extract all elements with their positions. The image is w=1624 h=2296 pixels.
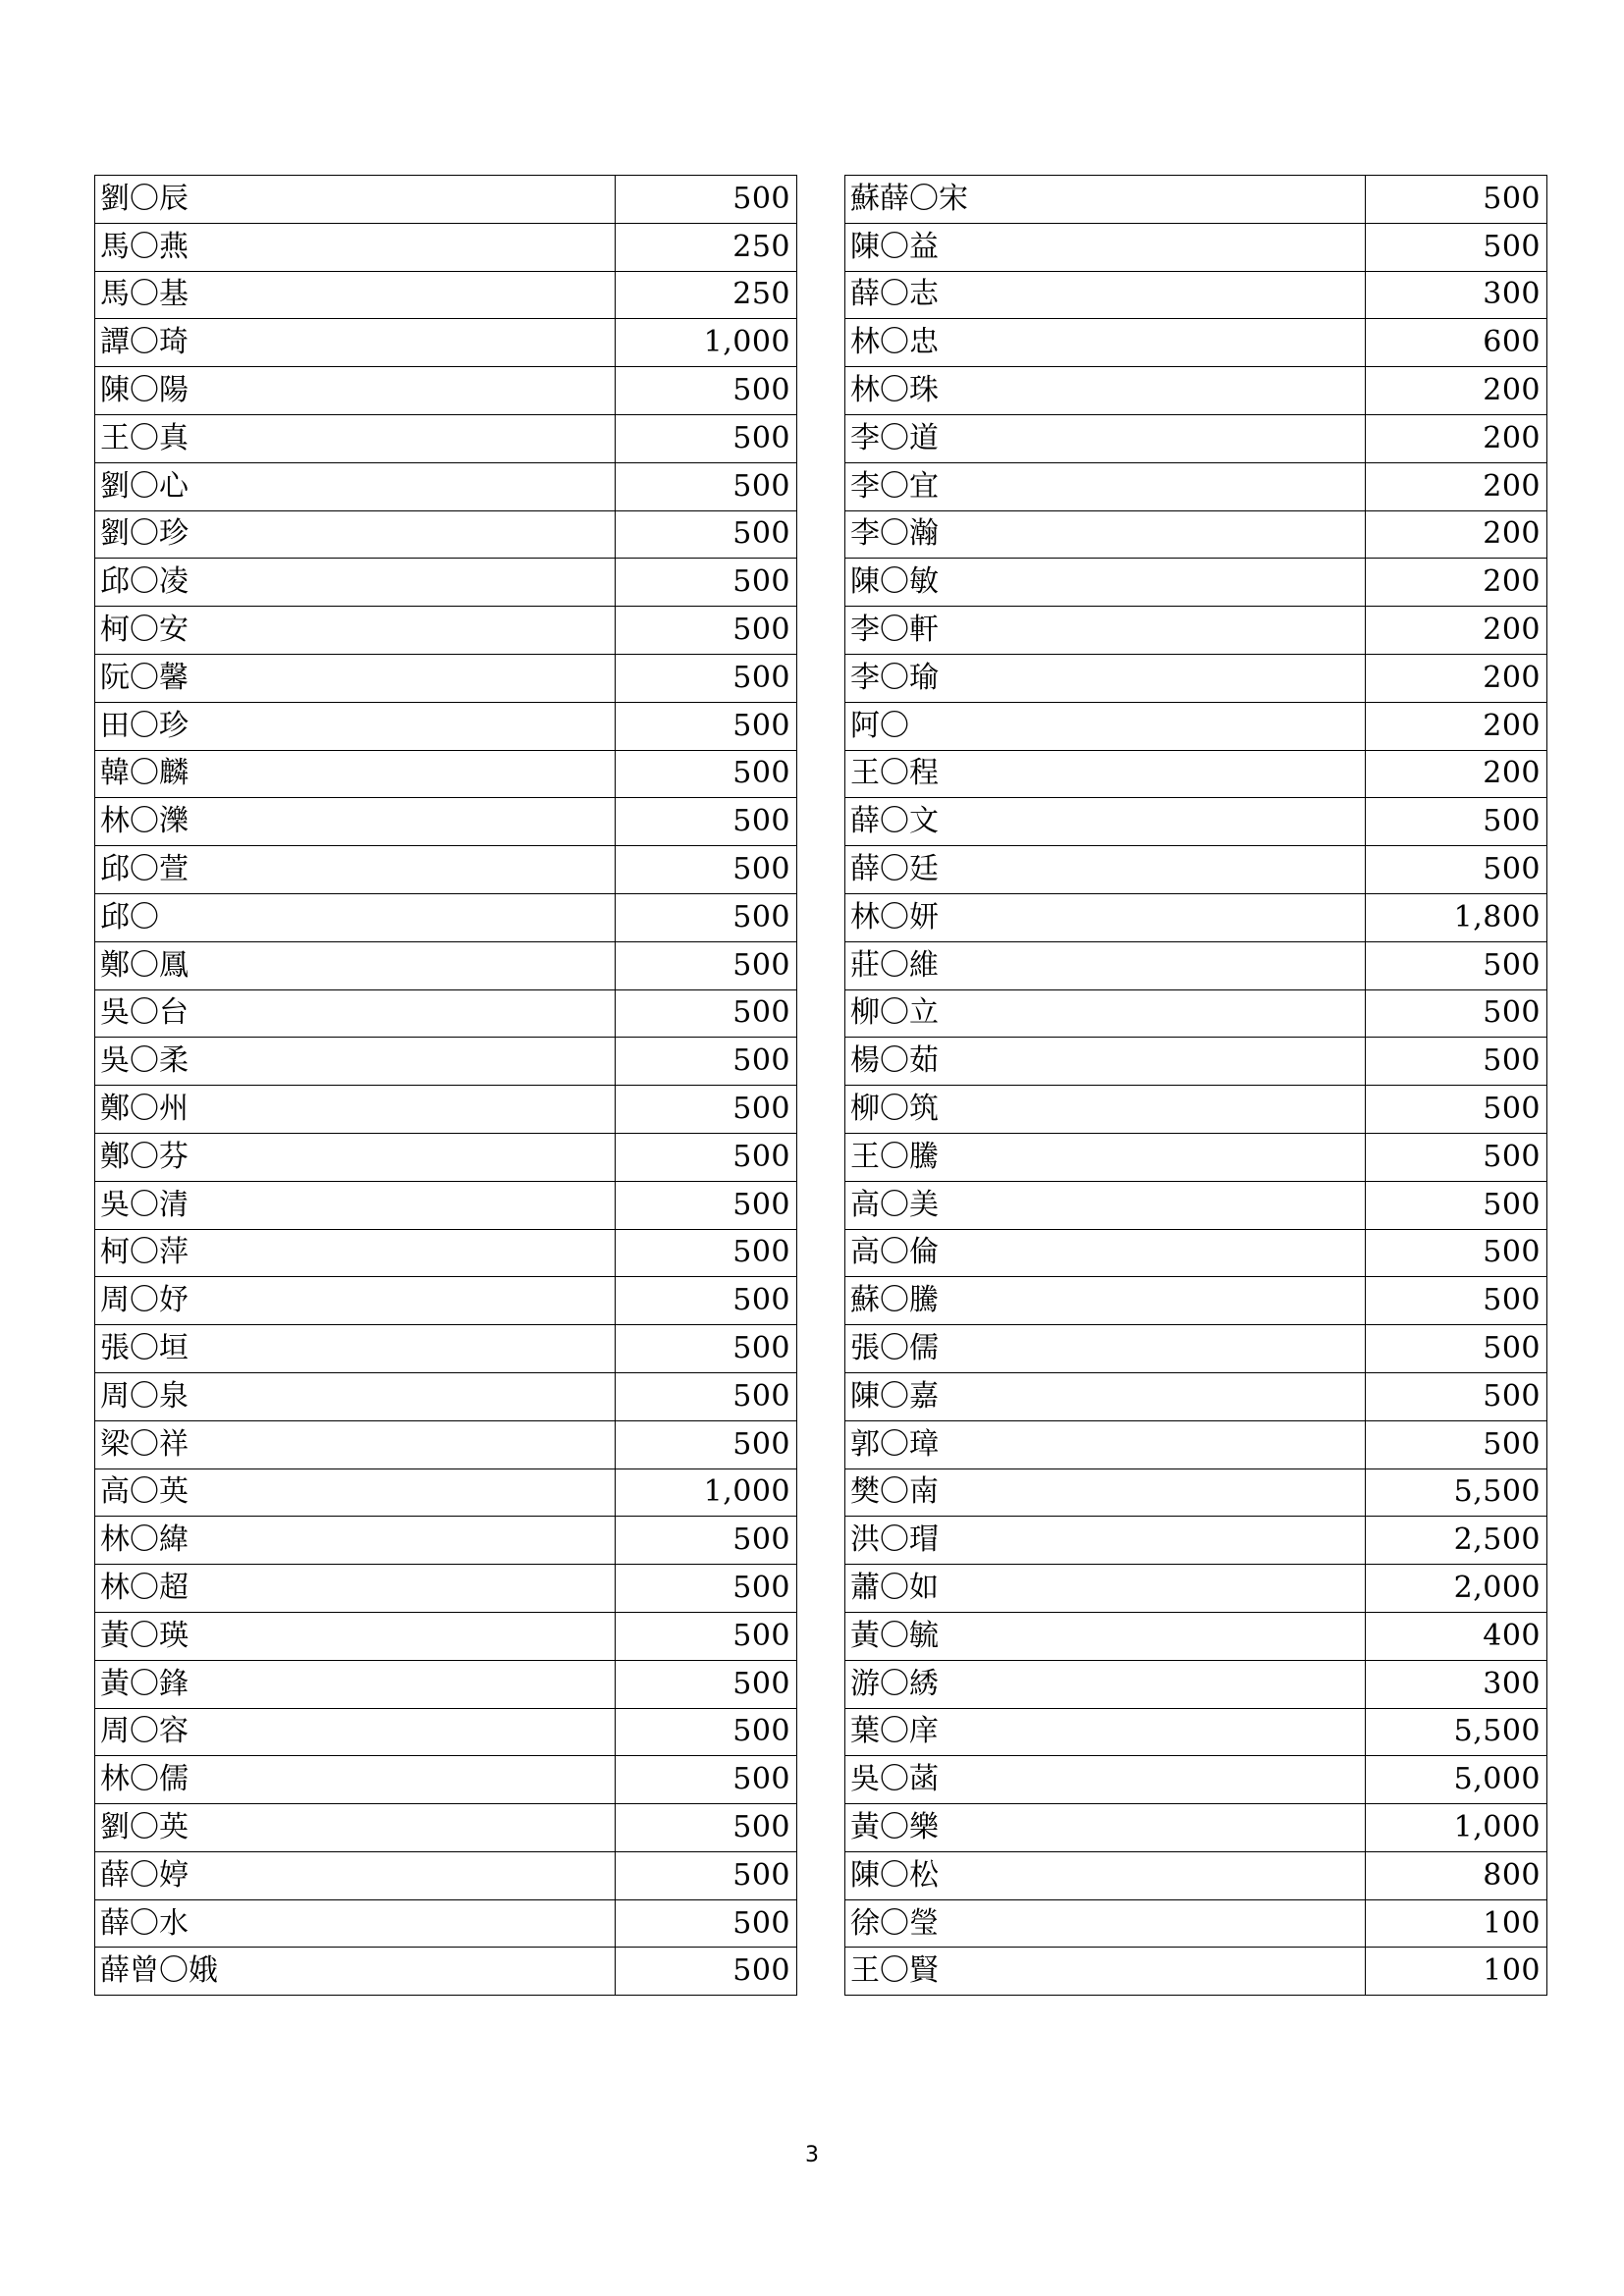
donor-name: 王〇賢 — [845, 1948, 1366, 1996]
table-row — [845, 1372, 1547, 1420]
table-row — [845, 1660, 1547, 1708]
table-row — [95, 1899, 797, 1948]
donation-amount: 500 — [1366, 1420, 1547, 1468]
donor-name: 譚〇琦 — [95, 319, 616, 367]
donation-amount: 500 — [1366, 989, 1547, 1038]
donor-name: 高〇英 — [95, 1468, 616, 1517]
donor-name: 鄭〇鳳 — [95, 941, 616, 989]
table-row — [845, 798, 1547, 846]
donor-name: 鄭〇芬 — [95, 1133, 616, 1181]
donor-name: 林〇儒 — [95, 1756, 616, 1804]
table-row — [95, 510, 797, 559]
table-row — [845, 941, 1547, 989]
donation-amount: 500 — [616, 941, 797, 989]
donor-name: 高〇倫 — [845, 1229, 1366, 1277]
donation-amount: 500 — [616, 1660, 797, 1708]
donation-amount: 500 — [616, 1038, 797, 1086]
donation-amount: 500 — [1366, 798, 1547, 846]
table-row — [845, 319, 1547, 367]
donation-amount: 200 — [1366, 462, 1547, 510]
table-row — [95, 367, 797, 415]
donation-amount: 200 — [1366, 510, 1547, 559]
table-row — [845, 846, 1547, 894]
donor-name: 李〇瑜 — [845, 654, 1366, 702]
donor-name: 蘇〇騰 — [845, 1277, 1366, 1325]
donation-amount: 500 — [616, 1277, 797, 1325]
donor-name: 陳〇陽 — [95, 367, 616, 415]
donor-name: 郭〇璋 — [845, 1420, 1366, 1468]
donor-name: 陳〇嘉 — [845, 1372, 1366, 1420]
donation-amount: 1,000 — [616, 1468, 797, 1517]
donor-name: 黃〇毓 — [845, 1612, 1366, 1660]
donation-amount: 500 — [616, 1804, 797, 1852]
donor-name: 劉〇英 — [95, 1804, 616, 1852]
donor-name: 李〇道 — [845, 414, 1366, 462]
donor-name: 柳〇筑 — [845, 1086, 1366, 1134]
donor-name: 游〇綉 — [845, 1660, 1366, 1708]
donation-amount: 500 — [616, 607, 797, 655]
donor-name: 徐〇瑩 — [845, 1899, 1366, 1948]
donation-amount: 500 — [616, 893, 797, 941]
donation-amount: 300 — [1366, 1660, 1547, 1708]
donor-name: 薛〇婷 — [95, 1851, 616, 1899]
donation-amount: 500 — [616, 1708, 797, 1756]
table-row — [95, 176, 797, 224]
donation-amount: 200 — [1366, 702, 1547, 750]
table-row — [95, 559, 797, 607]
table-row — [95, 654, 797, 702]
donor-name: 馬〇燕 — [95, 223, 616, 271]
donation-amount: 300 — [1366, 271, 1547, 319]
donor-name: 阮〇馨 — [95, 654, 616, 702]
donation-amount: 500 — [1366, 1133, 1547, 1181]
donation-amount: 500 — [616, 1229, 797, 1277]
donation-amount: 500 — [1366, 941, 1547, 989]
donor-name: 蘇薛〇宋 — [845, 176, 1366, 224]
donation-amount: 500 — [616, 414, 797, 462]
table-row — [95, 1804, 797, 1852]
table-row — [95, 1133, 797, 1181]
donor-name: 吳〇菡 — [845, 1756, 1366, 1804]
donor-name: 薛曾〇娥 — [95, 1948, 616, 1996]
donation-amount: 1,000 — [1366, 1804, 1547, 1852]
table-row — [95, 1277, 797, 1325]
donor-name: 劉〇辰 — [95, 176, 616, 224]
donation-amount: 1,000 — [616, 319, 797, 367]
table-row — [95, 1708, 797, 1756]
table-row — [95, 1086, 797, 1134]
donation-amount: 2,500 — [1366, 1517, 1547, 1565]
donation-amount: 500 — [616, 846, 797, 894]
donor-name: 柯〇萍 — [95, 1229, 616, 1277]
table-row — [845, 1948, 1547, 1996]
donor-name: 楊〇茹 — [845, 1038, 1366, 1086]
donor-table-right-body — [845, 176, 1547, 1996]
donation-amount: 250 — [616, 223, 797, 271]
table-row — [845, 1565, 1547, 1613]
donation-amount: 5,000 — [1366, 1756, 1547, 1804]
donor-name: 黃〇樂 — [845, 1804, 1366, 1852]
donor-name: 周〇泉 — [95, 1372, 616, 1420]
table-row — [95, 607, 797, 655]
table-row — [845, 367, 1547, 415]
donor-name: 黃〇鋒 — [95, 1660, 616, 1708]
donor-name: 林〇妍 — [845, 893, 1366, 941]
table-row — [845, 414, 1547, 462]
donor-name: 林〇忠 — [845, 319, 1366, 367]
table-row — [845, 510, 1547, 559]
table-row — [95, 1181, 797, 1229]
donation-amount: 500 — [1366, 1086, 1547, 1134]
table-row — [95, 1229, 797, 1277]
donor-table-left-body — [95, 176, 797, 1996]
table-row — [845, 271, 1547, 319]
table-row — [845, 1229, 1547, 1277]
donation-amount: 1,800 — [1366, 893, 1547, 941]
table-row — [95, 798, 797, 846]
donor-name: 馬〇基 — [95, 271, 616, 319]
table-row — [845, 750, 1547, 798]
table-row — [95, 1756, 797, 1804]
donor-name: 劉〇珍 — [95, 510, 616, 559]
donation-amount: 500 — [616, 1325, 797, 1373]
donation-amount: 500 — [616, 1372, 797, 1420]
donor-name: 葉〇庠 — [845, 1708, 1366, 1756]
donor-name: 陳〇益 — [845, 223, 1366, 271]
donation-amount: 500 — [616, 1086, 797, 1134]
donor-name: 阿〇 — [845, 702, 1366, 750]
donor-name: 王〇真 — [95, 414, 616, 462]
donor-name: 洪〇瑁 — [845, 1517, 1366, 1565]
donor-name: 林〇珠 — [845, 367, 1366, 415]
donor-name: 林〇超 — [95, 1565, 616, 1613]
donation-amount: 500 — [1366, 176, 1547, 224]
table-row — [95, 750, 797, 798]
table-row — [95, 462, 797, 510]
donor-name: 陳〇敏 — [845, 559, 1366, 607]
donation-amount: 500 — [1366, 1038, 1547, 1086]
donation-amount: 500 — [616, 1612, 797, 1660]
donation-amount: 500 — [616, 1181, 797, 1229]
donor-name: 陳〇松 — [845, 1851, 1366, 1899]
table-row — [845, 607, 1547, 655]
table-row — [845, 1756, 1547, 1804]
donor-name: 柯〇安 — [95, 607, 616, 655]
donor-name: 韓〇麟 — [95, 750, 616, 798]
donation-amount: 500 — [616, 750, 797, 798]
table-row — [95, 1565, 797, 1613]
table-row — [95, 1468, 797, 1517]
donation-amount: 200 — [1366, 750, 1547, 798]
donation-amount: 500 — [616, 510, 797, 559]
donation-amount: 500 — [1366, 223, 1547, 271]
donation-amount: 500 — [616, 176, 797, 224]
donor-name: 王〇程 — [845, 750, 1366, 798]
table-row — [845, 1181, 1547, 1229]
donor-name: 林〇濼 — [95, 798, 616, 846]
table-row — [95, 989, 797, 1038]
donation-amount: 500 — [616, 559, 797, 607]
donor-name: 李〇軒 — [845, 607, 1366, 655]
table-row — [845, 223, 1547, 271]
table-row — [845, 1086, 1547, 1134]
table-row — [95, 702, 797, 750]
donation-amount: 200 — [1366, 654, 1547, 702]
donation-amount: 200 — [1366, 414, 1547, 462]
donation-amount: 5,500 — [1366, 1708, 1547, 1756]
donor-name: 林〇緯 — [95, 1517, 616, 1565]
table-row — [95, 414, 797, 462]
donation-amount: 600 — [1366, 319, 1547, 367]
table-row — [845, 1804, 1547, 1852]
table-row — [845, 1468, 1547, 1517]
table-row — [845, 176, 1547, 224]
table-row — [845, 893, 1547, 941]
donation-amount: 500 — [616, 1420, 797, 1468]
donation-amount: 500 — [616, 1133, 797, 1181]
donation-amount: 500 — [616, 654, 797, 702]
donor-name: 王〇騰 — [845, 1133, 1366, 1181]
donor-name: 張〇垣 — [95, 1325, 616, 1373]
table-row — [845, 654, 1547, 702]
donation-amount: 500 — [1366, 1325, 1547, 1373]
donor-name: 鄭〇州 — [95, 1086, 616, 1134]
donation-amount: 500 — [616, 1851, 797, 1899]
donor-name: 張〇儒 — [845, 1325, 1366, 1373]
donor-name: 吳〇清 — [95, 1181, 616, 1229]
donor-name: 田〇珍 — [95, 702, 616, 750]
donation-amount: 200 — [1366, 607, 1547, 655]
donation-amount: 500 — [1366, 1277, 1547, 1325]
donation-amount: 500 — [616, 1756, 797, 1804]
donor-name: 樊〇南 — [845, 1468, 1366, 1517]
donor-name: 黃〇瑛 — [95, 1612, 616, 1660]
donation-amount: 500 — [1366, 1181, 1547, 1229]
donation-amount: 100 — [1366, 1948, 1547, 1996]
donation-amount: 2,000 — [1366, 1565, 1547, 1613]
donor-name: 邱〇 — [95, 893, 616, 941]
donation-amount: 500 — [616, 367, 797, 415]
donor-name: 周〇妤 — [95, 1277, 616, 1325]
donor-name: 吳〇柔 — [95, 1038, 616, 1086]
table-row — [95, 941, 797, 989]
table-row — [95, 271, 797, 319]
donor-name: 梁〇祥 — [95, 1420, 616, 1468]
table-row — [845, 1133, 1547, 1181]
donor-name: 蕭〇如 — [845, 1565, 1366, 1613]
table-row — [845, 1851, 1547, 1899]
donor-name: 薛〇水 — [95, 1899, 616, 1948]
donor-name: 薛〇廷 — [845, 846, 1366, 894]
table-row — [845, 989, 1547, 1038]
donation-amount: 500 — [1366, 1372, 1547, 1420]
table-row — [845, 559, 1547, 607]
donation-amount: 500 — [616, 702, 797, 750]
table-row — [845, 1325, 1547, 1373]
donor-name: 李〇宜 — [845, 462, 1366, 510]
table-row — [845, 1420, 1547, 1468]
table-row — [845, 702, 1547, 750]
table-row — [845, 1517, 1547, 1565]
donor-name: 李〇瀚 — [845, 510, 1366, 559]
donor-name: 吳〇台 — [95, 989, 616, 1038]
table-row — [95, 1372, 797, 1420]
donation-amount: 500 — [616, 989, 797, 1038]
donation-amount: 500 — [1366, 846, 1547, 894]
donor-name: 薛〇文 — [845, 798, 1366, 846]
donor-name: 莊〇維 — [845, 941, 1366, 989]
donor-name: 高〇美 — [845, 1181, 1366, 1229]
table-row — [845, 462, 1547, 510]
table-row — [845, 1612, 1547, 1660]
donor-name: 劉〇心 — [95, 462, 616, 510]
donation-amount: 500 — [616, 1948, 797, 1996]
donor-name: 薛〇志 — [845, 271, 1366, 319]
donation-amount: 500 — [616, 1565, 797, 1613]
table-row — [95, 223, 797, 271]
page-number: 3 — [805, 2143, 819, 2167]
donation-amount: 800 — [1366, 1851, 1547, 1899]
donation-amount: 500 — [616, 798, 797, 846]
table-row — [95, 846, 797, 894]
donation-amount: 500 — [616, 1899, 797, 1948]
table-row — [95, 1612, 797, 1660]
donor-name: 邱〇萱 — [95, 846, 616, 894]
table-row — [95, 1851, 797, 1899]
table-row — [845, 1038, 1547, 1086]
donation-amount: 200 — [1366, 367, 1547, 415]
table-row — [845, 1708, 1547, 1756]
table-row — [95, 319, 797, 367]
donation-amount: 5,500 — [1366, 1468, 1547, 1517]
donation-amount: 100 — [1366, 1899, 1547, 1948]
donation-amount: 200 — [1366, 559, 1547, 607]
table-row — [845, 1899, 1547, 1948]
table-row — [95, 1660, 797, 1708]
table-row — [95, 1517, 797, 1565]
donation-amount: 250 — [616, 271, 797, 319]
donation-amount: 500 — [616, 1517, 797, 1565]
donation-amount: 500 — [616, 462, 797, 510]
donor-name: 柳〇立 — [845, 989, 1366, 1038]
table-row — [95, 1420, 797, 1468]
table-row — [95, 893, 797, 941]
donor-table-right — [844, 175, 1547, 1996]
table-row — [95, 1038, 797, 1086]
donation-amount: 400 — [1366, 1612, 1547, 1660]
table-row — [845, 1277, 1547, 1325]
donor-name: 周〇容 — [95, 1708, 616, 1756]
table-row — [95, 1948, 797, 1996]
table-row — [95, 1325, 797, 1373]
donor-name: 邱〇凌 — [95, 559, 616, 607]
donation-amount: 500 — [1366, 1229, 1547, 1277]
donor-table-left — [94, 175, 797, 1996]
